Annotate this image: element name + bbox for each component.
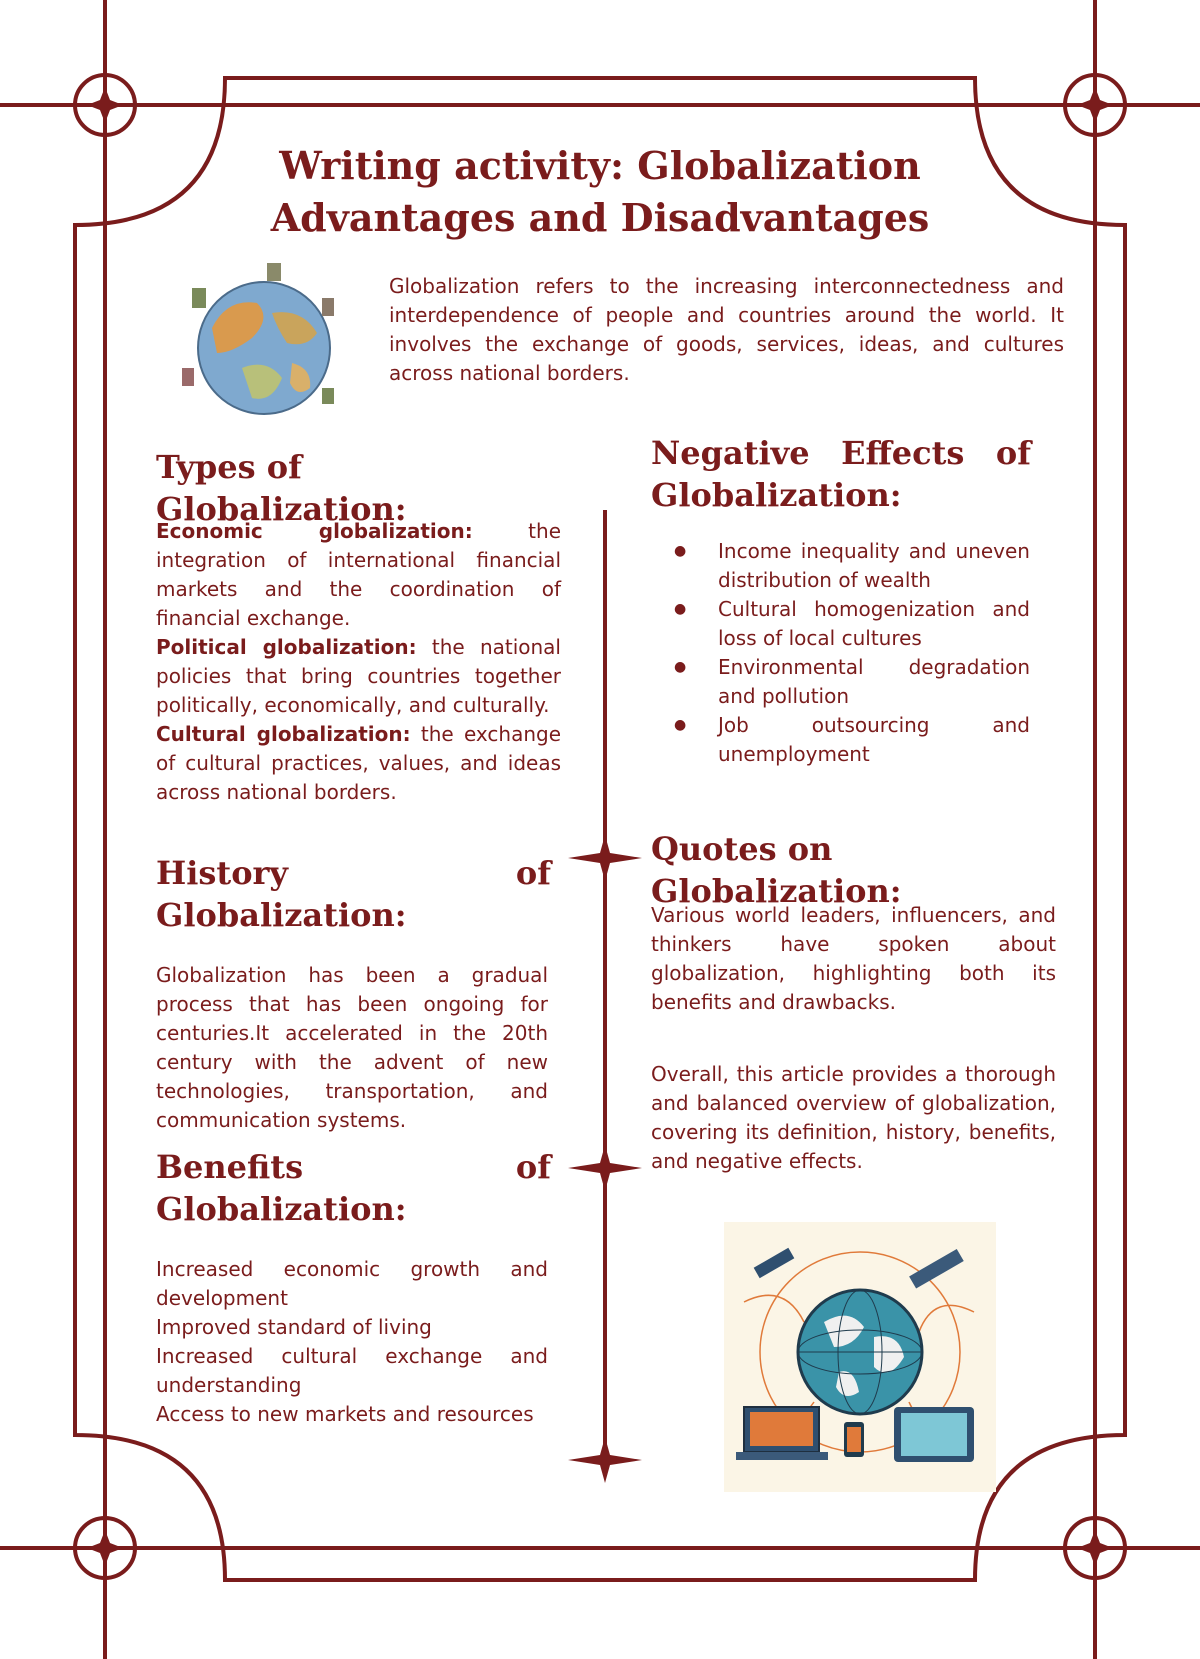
list-item: Access to new markets and resources <box>156 1402 534 1426</box>
type-desc: the exchange of cultural practices, values, and ideas across national borders. <box>156 722 562 804</box>
type-term: Cultural globalization: <box>156 722 411 746</box>
intro-paragraph: Globalization refers to the increasing interconnectedness and interdependence of people and countries around the world. It involves the exchange of goods, services, ideas, and cultures across national borders. <box>389 274 1064 385</box>
list-item: ● Income inequality and uneven distribution of wealth <box>660 537 1030 595</box>
page-title <box>200 140 1000 244</box>
list-item: Increased cultural exchange and understanding <box>156 1344 548 1397</box>
types-list <box>156 517 561 807</box>
history-heading: History of Globalization: <box>156 854 551 934</box>
technology-globe-illustration <box>724 1222 996 1492</box>
quotes-heading: Quotes on Globalization: <box>651 830 902 910</box>
negative-heading: Negative Effects of Globalization: <box>651 434 1031 514</box>
column-separator <box>560 505 650 1505</box>
list-item: ● Job outsourcing and unemployment <box>660 711 1030 769</box>
overall-paragraph: Overall, this article provides a thorough and balanced overview of globalization, covering its definition, history, benefits, and negative effects. <box>651 1062 1056 1173</box>
type-desc: the integration of international financial markets and the coordination of financial exchange. <box>156 519 561 630</box>
title-line-1: Writing activity: Globalization <box>279 143 921 188</box>
negative-list <box>660 537 1030 769</box>
type-desc: the national policies that bring countries together politically, economically, and culturally. <box>156 635 561 717</box>
globe-illustration <box>172 258 352 423</box>
types-heading: Types of Globalization: <box>156 448 407 528</box>
list-item: ● Environmental degradation and pollution <box>660 653 1030 711</box>
type-item-economic <box>156 517 561 633</box>
history-paragraph: Globalization has been a gradual process that has been ongoing for centuries.It accelerated in the 20th century with the advent of new technologies, transportation, and communication systems. <box>156 963 548 1132</box>
type-term: Political globalization: <box>156 635 417 659</box>
title-line-2: Advantages and Disadvantages <box>270 195 930 240</box>
type-item-cultural <box>156 720 561 807</box>
benefits-heading: Benefits of Globalization: <box>156 1148 551 1228</box>
type-term: Economic globalization: <box>156 519 473 543</box>
list-item: Improved standard of living <box>156 1315 432 1339</box>
benefits-list <box>156 1255 548 1429</box>
list-item: ● Cultural homogenization and loss of local cultures <box>660 595 1030 653</box>
list-item: Increased economic growth and development <box>156 1257 548 1310</box>
quotes-paragraph: Various world leaders, influencers, and thinkers have spoken about globalization, highlighting both its benefits and drawbacks. <box>651 903 1056 1014</box>
type-item-political <box>156 633 561 720</box>
